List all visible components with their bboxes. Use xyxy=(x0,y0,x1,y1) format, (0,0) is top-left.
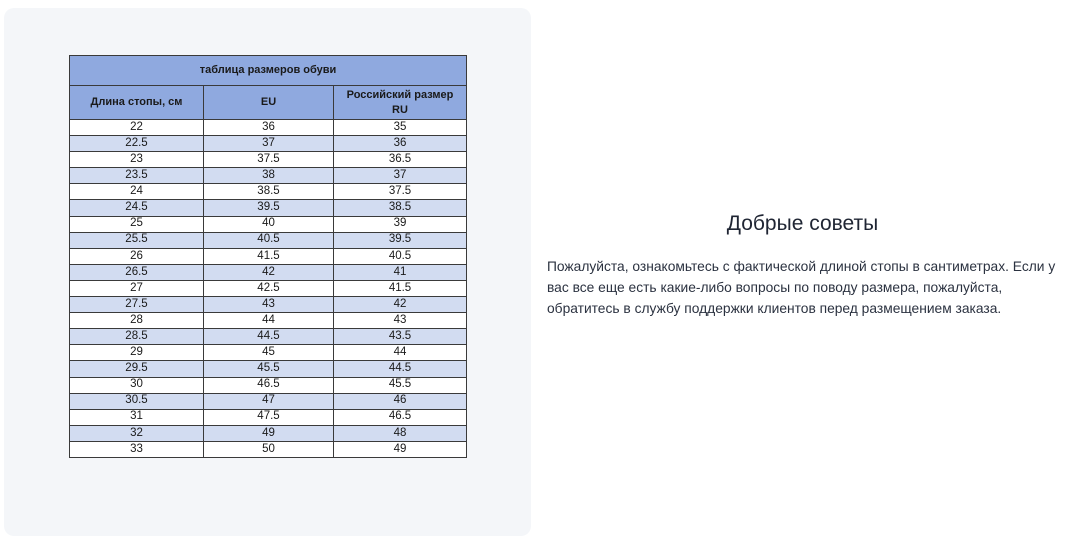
table-row xyxy=(70,248,467,264)
cell-ru: 45.5 xyxy=(334,377,467,393)
header-eu: EU xyxy=(204,86,334,120)
cell-eu: 37.5 xyxy=(204,152,334,168)
cell-ru: 37.5 xyxy=(334,184,467,200)
cell-eu: 46.5 xyxy=(204,377,334,393)
table-row xyxy=(70,120,467,136)
cell-ru: 35 xyxy=(334,120,467,136)
cell-foot-length: 31 xyxy=(70,409,204,425)
table-row xyxy=(70,216,467,232)
table-row xyxy=(70,168,467,184)
cell-ru: 36.5 xyxy=(334,152,467,168)
cell-foot-length: 26.5 xyxy=(70,264,204,280)
table-row xyxy=(70,377,467,393)
cell-eu: 45 xyxy=(204,345,334,361)
cell-foot-length: 28.5 xyxy=(70,329,204,345)
cell-ru: 44 xyxy=(334,345,467,361)
cell-eu: 49 xyxy=(204,425,334,441)
cell-eu: 42.5 xyxy=(204,280,334,296)
table-row xyxy=(70,200,467,216)
cell-foot-length: 27 xyxy=(70,280,204,296)
cell-foot-length: 29.5 xyxy=(70,361,204,377)
cell-foot-length: 25 xyxy=(70,216,204,232)
table-row xyxy=(70,425,467,441)
cell-ru: 39.5 xyxy=(334,232,467,248)
cell-foot-length: 22.5 xyxy=(70,136,204,152)
tips-text: Пожалуйста, ознакомьтесь с фактической длиной стопы в сантиметрах. Если у вас все еще есть какие-либо вопросы по поводу размера, пожалуйста, обратитесь в службу поддержки клиентов перед размещением заказа. xyxy=(547,259,1056,316)
table-row xyxy=(70,152,467,168)
cell-eu: 40.5 xyxy=(204,232,334,248)
cell-foot-length: 23 xyxy=(70,152,204,168)
table-row xyxy=(70,361,467,377)
size-rows xyxy=(70,120,467,458)
cell-foot-length: 25.5 xyxy=(70,232,204,248)
table-row xyxy=(70,232,467,248)
cell-ru: 41 xyxy=(334,264,467,280)
cell-eu: 39.5 xyxy=(204,200,334,216)
size-chart-image-panel xyxy=(4,8,531,536)
cell-eu: 44.5 xyxy=(204,329,334,345)
cell-ru: 48 xyxy=(334,425,467,441)
cell-eu: 44 xyxy=(204,313,334,329)
cell-eu: 38 xyxy=(204,168,334,184)
cell-eu: 37 xyxy=(204,136,334,152)
cell-foot-length: 23.5 xyxy=(70,168,204,184)
cell-foot-length: 26 xyxy=(70,248,204,264)
cell-eu: 40 xyxy=(204,216,334,232)
cell-ru: 40.5 xyxy=(334,248,467,264)
cell-eu: 47.5 xyxy=(204,409,334,425)
table-row xyxy=(70,329,467,345)
cell-ru: 43.5 xyxy=(334,329,467,345)
cell-foot-length: 24.5 xyxy=(70,200,204,216)
cell-foot-length: 32 xyxy=(70,425,204,441)
cell-eu: 50 xyxy=(204,441,334,457)
header-ru-label: Российский размер RU xyxy=(346,89,454,116)
cell-ru: 49 xyxy=(334,441,467,457)
cell-ru: 38.5 xyxy=(334,200,467,216)
cell-ru: 44.5 xyxy=(334,361,467,377)
shoe-size-table xyxy=(69,55,467,458)
cell-ru: 37 xyxy=(334,168,467,184)
cell-ru: 46 xyxy=(334,393,467,409)
cell-ru: 42 xyxy=(334,297,467,313)
cell-foot-length: 22 xyxy=(70,120,204,136)
header-foot-length: Длина стопы, см xyxy=(70,86,204,120)
header-ru xyxy=(334,86,467,120)
cell-eu: 45.5 xyxy=(204,361,334,377)
cell-ru: 41.5 xyxy=(334,280,467,296)
table-caption: таблица размеров обуви xyxy=(70,56,467,86)
cell-foot-length: 24 xyxy=(70,184,204,200)
cell-foot-length: 33 xyxy=(70,441,204,457)
cell-eu: 38.5 xyxy=(204,184,334,200)
table-row xyxy=(70,409,467,425)
cell-foot-length: 28 xyxy=(70,313,204,329)
table-row xyxy=(70,441,467,457)
cell-foot-length: 30 xyxy=(70,377,204,393)
table-row xyxy=(70,393,467,409)
cell-foot-length: 30.5 xyxy=(70,393,204,409)
table-row xyxy=(70,264,467,280)
table-row xyxy=(70,136,467,152)
cell-eu: 43 xyxy=(204,297,334,313)
cell-foot-length: 29 xyxy=(70,345,204,361)
tips-title: Добрые советы xyxy=(726,212,879,235)
table-row xyxy=(70,297,467,313)
table-row xyxy=(70,280,467,296)
cell-foot-length: 27.5 xyxy=(70,297,204,313)
cell-ru: 43 xyxy=(334,313,467,329)
table-row xyxy=(70,313,467,329)
table-row xyxy=(70,184,467,200)
cell-eu: 36 xyxy=(204,120,334,136)
cell-ru: 36 xyxy=(334,136,467,152)
cell-eu: 47 xyxy=(204,393,334,409)
cell-ru: 39 xyxy=(334,216,467,232)
cell-eu: 42 xyxy=(204,264,334,280)
table-row xyxy=(70,345,467,361)
cell-eu: 41.5 xyxy=(204,248,334,264)
cell-ru: 46.5 xyxy=(334,409,467,425)
